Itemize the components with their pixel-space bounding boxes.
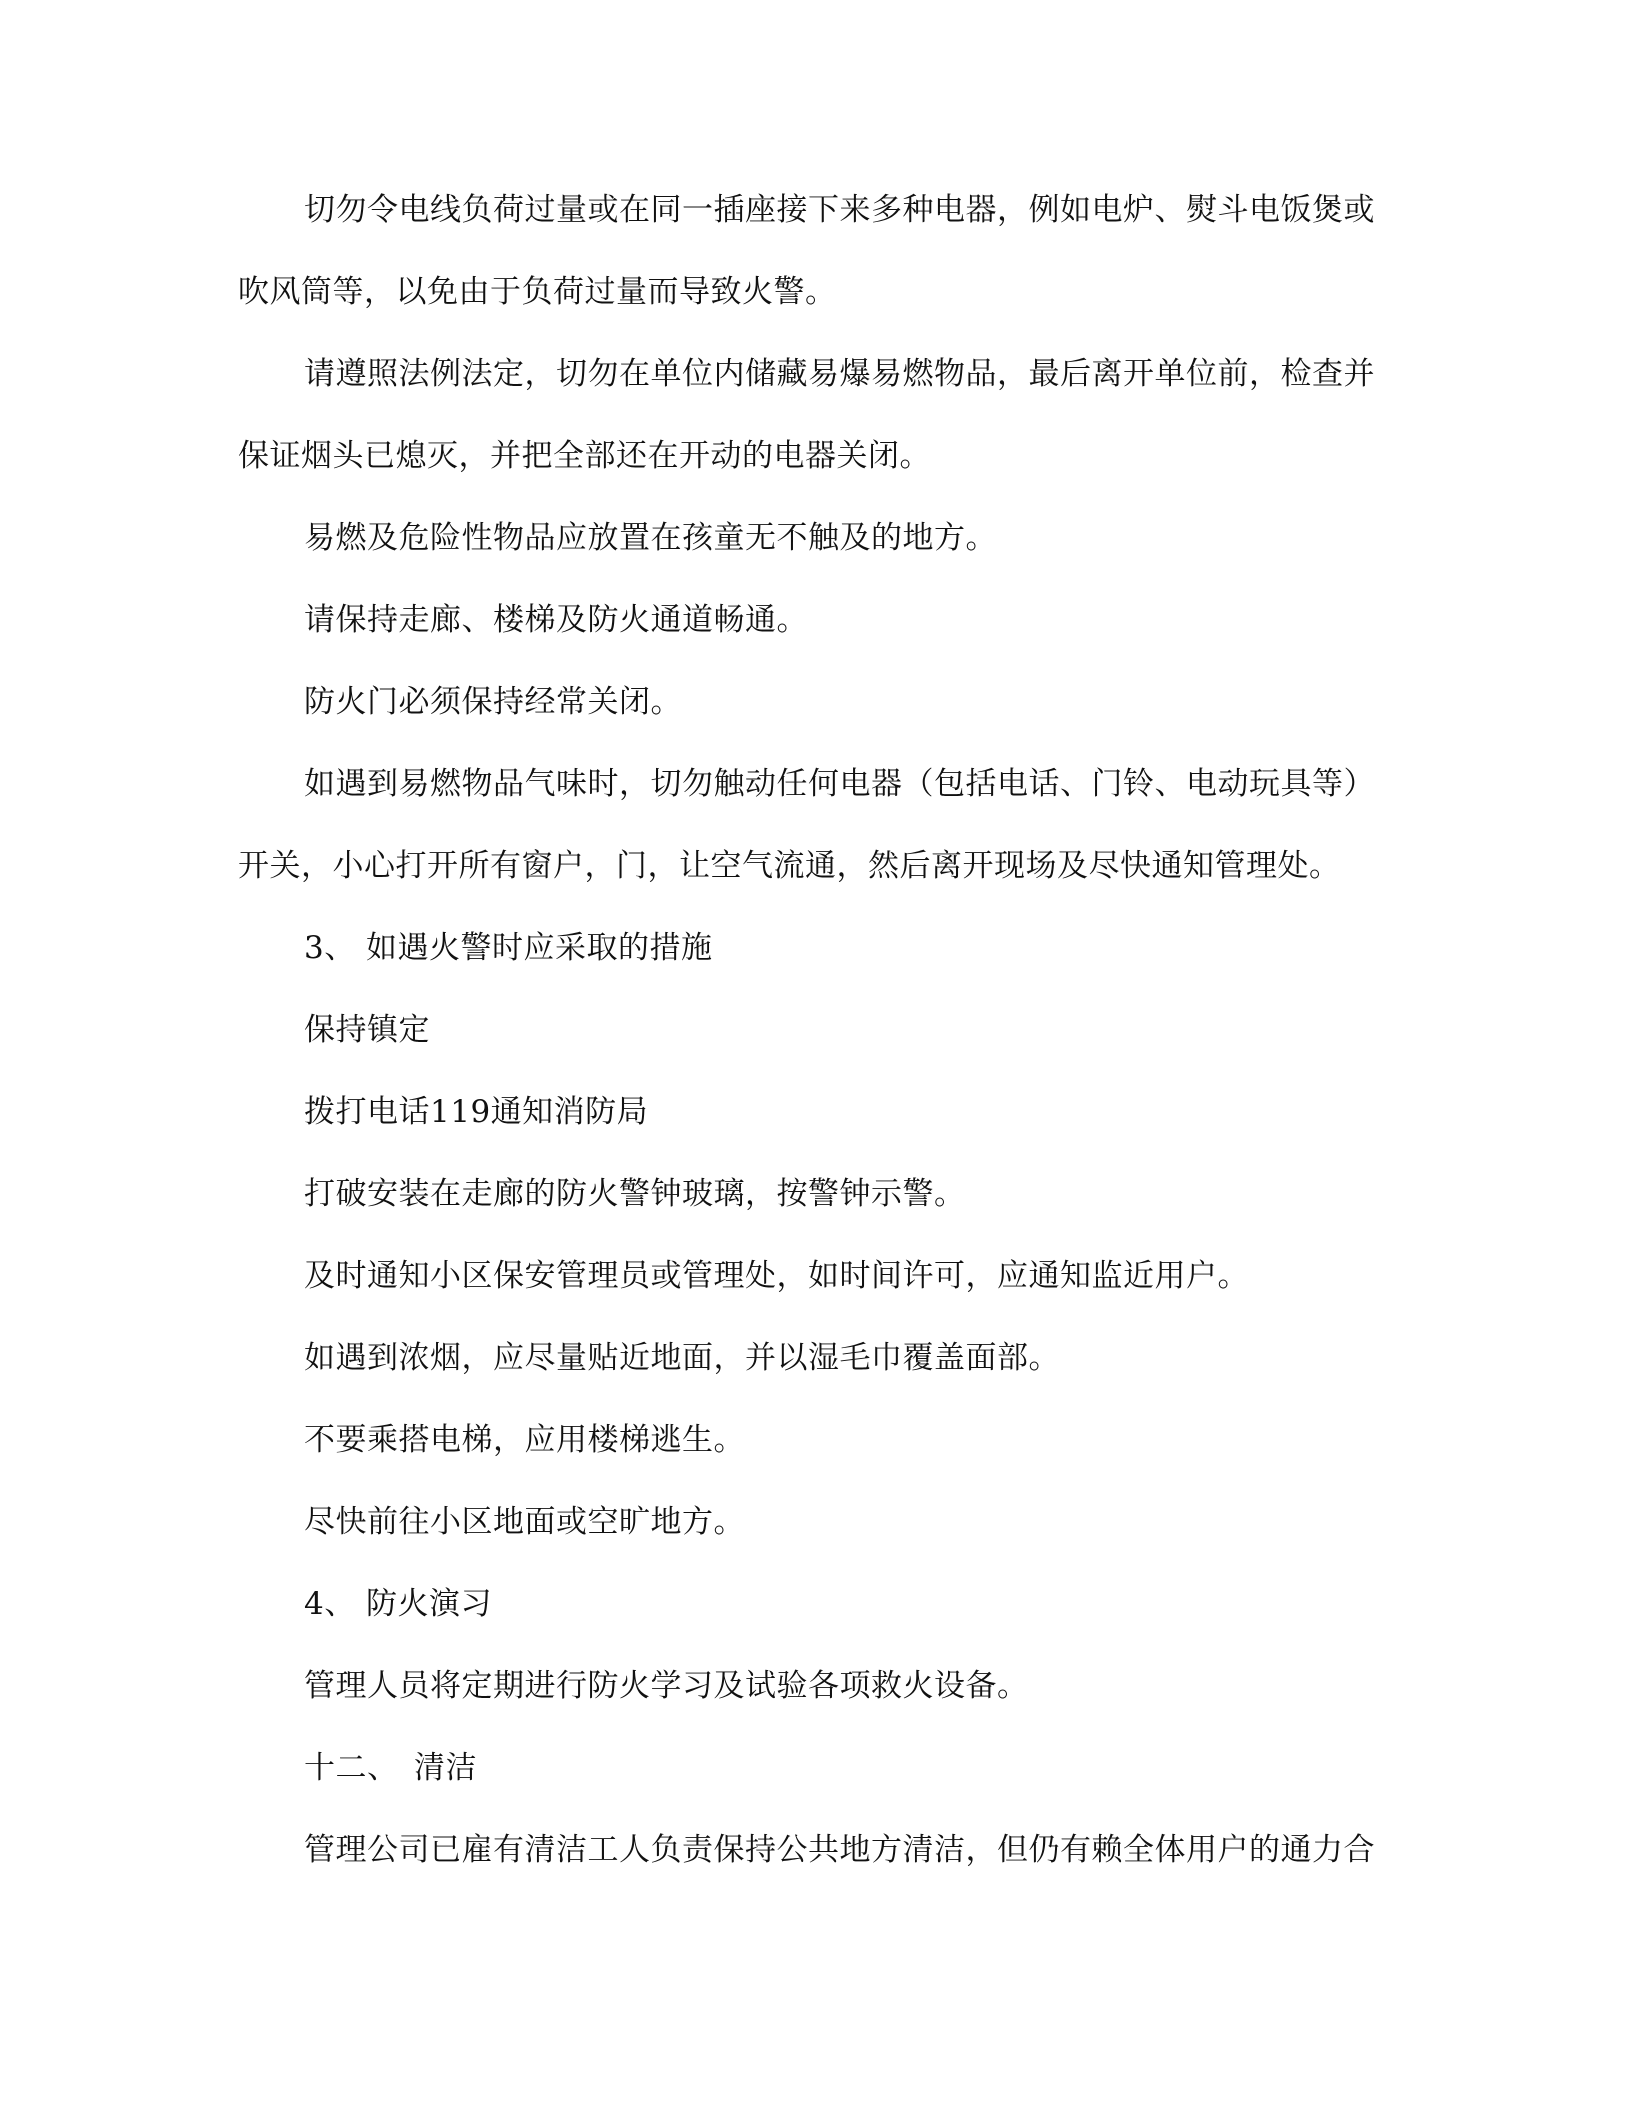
fire-step-item: 如遇到浓烟，应尽量贴近地面，并以湿毛巾覆盖面部。 xyxy=(304,1340,1060,1376)
section-4-heading xyxy=(304,1584,492,1624)
fire-step-item: 及时通知小区保安管理员或管理处，如时间许可，应通知监近用户。 xyxy=(304,1258,1249,1294)
paragraph-flammable-storage-line2: 保证烟头已熄灭，并把全部还在开动的电器关闭。 xyxy=(238,438,931,474)
section-12-title: 清洁 xyxy=(414,1750,477,1786)
paragraph-flammable-storage-line1: 请遵照法例法定，切勿在单位内储藏易爆易燃物品，最后离开单位前，检查并 xyxy=(304,356,1375,392)
fire-step-item: 打破安装在走廊的防火警钟玻璃，按警钟示警。 xyxy=(304,1176,966,1212)
paragraph-gas-smell-line2: 开关，小心打开所有窗户，门，让空气流通，然后离开现场及尽快通知管理处。 xyxy=(238,848,1341,884)
section-12-text-line1: 管理公司已雇有清洁工人负责保持公共地方清洁，但仍有赖全体用户的通力合 xyxy=(304,1832,1375,1868)
paragraph-fire-doors: 防火门必须保持经常关闭。 xyxy=(304,684,682,720)
section-4-title: 防火演习 xyxy=(366,1586,492,1622)
section-12-number: 十二、 xyxy=(304,1750,399,1786)
paragraph-overload-line2: 吹风筒等，以免由于负荷过量而导致火警。 xyxy=(238,274,837,310)
section-3-heading xyxy=(304,928,713,968)
fire-step-item: 不要乘搭电梯，应用楼梯逃生。 xyxy=(304,1422,745,1458)
section-4-text: 管理人员将定期进行防火学习及试验各项救火设备。 xyxy=(304,1668,1029,1704)
paragraph-keep-corridors-clear: 请保持走廊、楼梯及防火通道畅通。 xyxy=(304,602,808,638)
fire-step-item: 保持镇定 xyxy=(304,1012,430,1048)
fire-step-item: 尽快前往小区地面或空旷地方。 xyxy=(304,1504,745,1540)
section-4-number: 4、 xyxy=(304,1586,356,1622)
paragraph-dangerous-goods: 易燃及危险性物品应放置在孩童无不触及的地方。 xyxy=(304,520,997,556)
section-3-number: 3、 xyxy=(304,930,356,966)
fire-step-item: 拨打电话119通知消防局 xyxy=(304,1094,649,1130)
section-12-heading xyxy=(304,1748,477,1788)
paragraph-gas-smell-line1: 如遇到易燃物品气味时，切勿触动任何电器（包括电话、门铃、电动玩具等） xyxy=(304,766,1375,802)
paragraph-overload-line1: 切勿令电线负荷过量或在同一插座接下来多种电器，例如电炉、熨斗电饭煲或 xyxy=(304,192,1375,228)
section-3-title: 如遇火警时应采取的措施 xyxy=(366,930,713,966)
